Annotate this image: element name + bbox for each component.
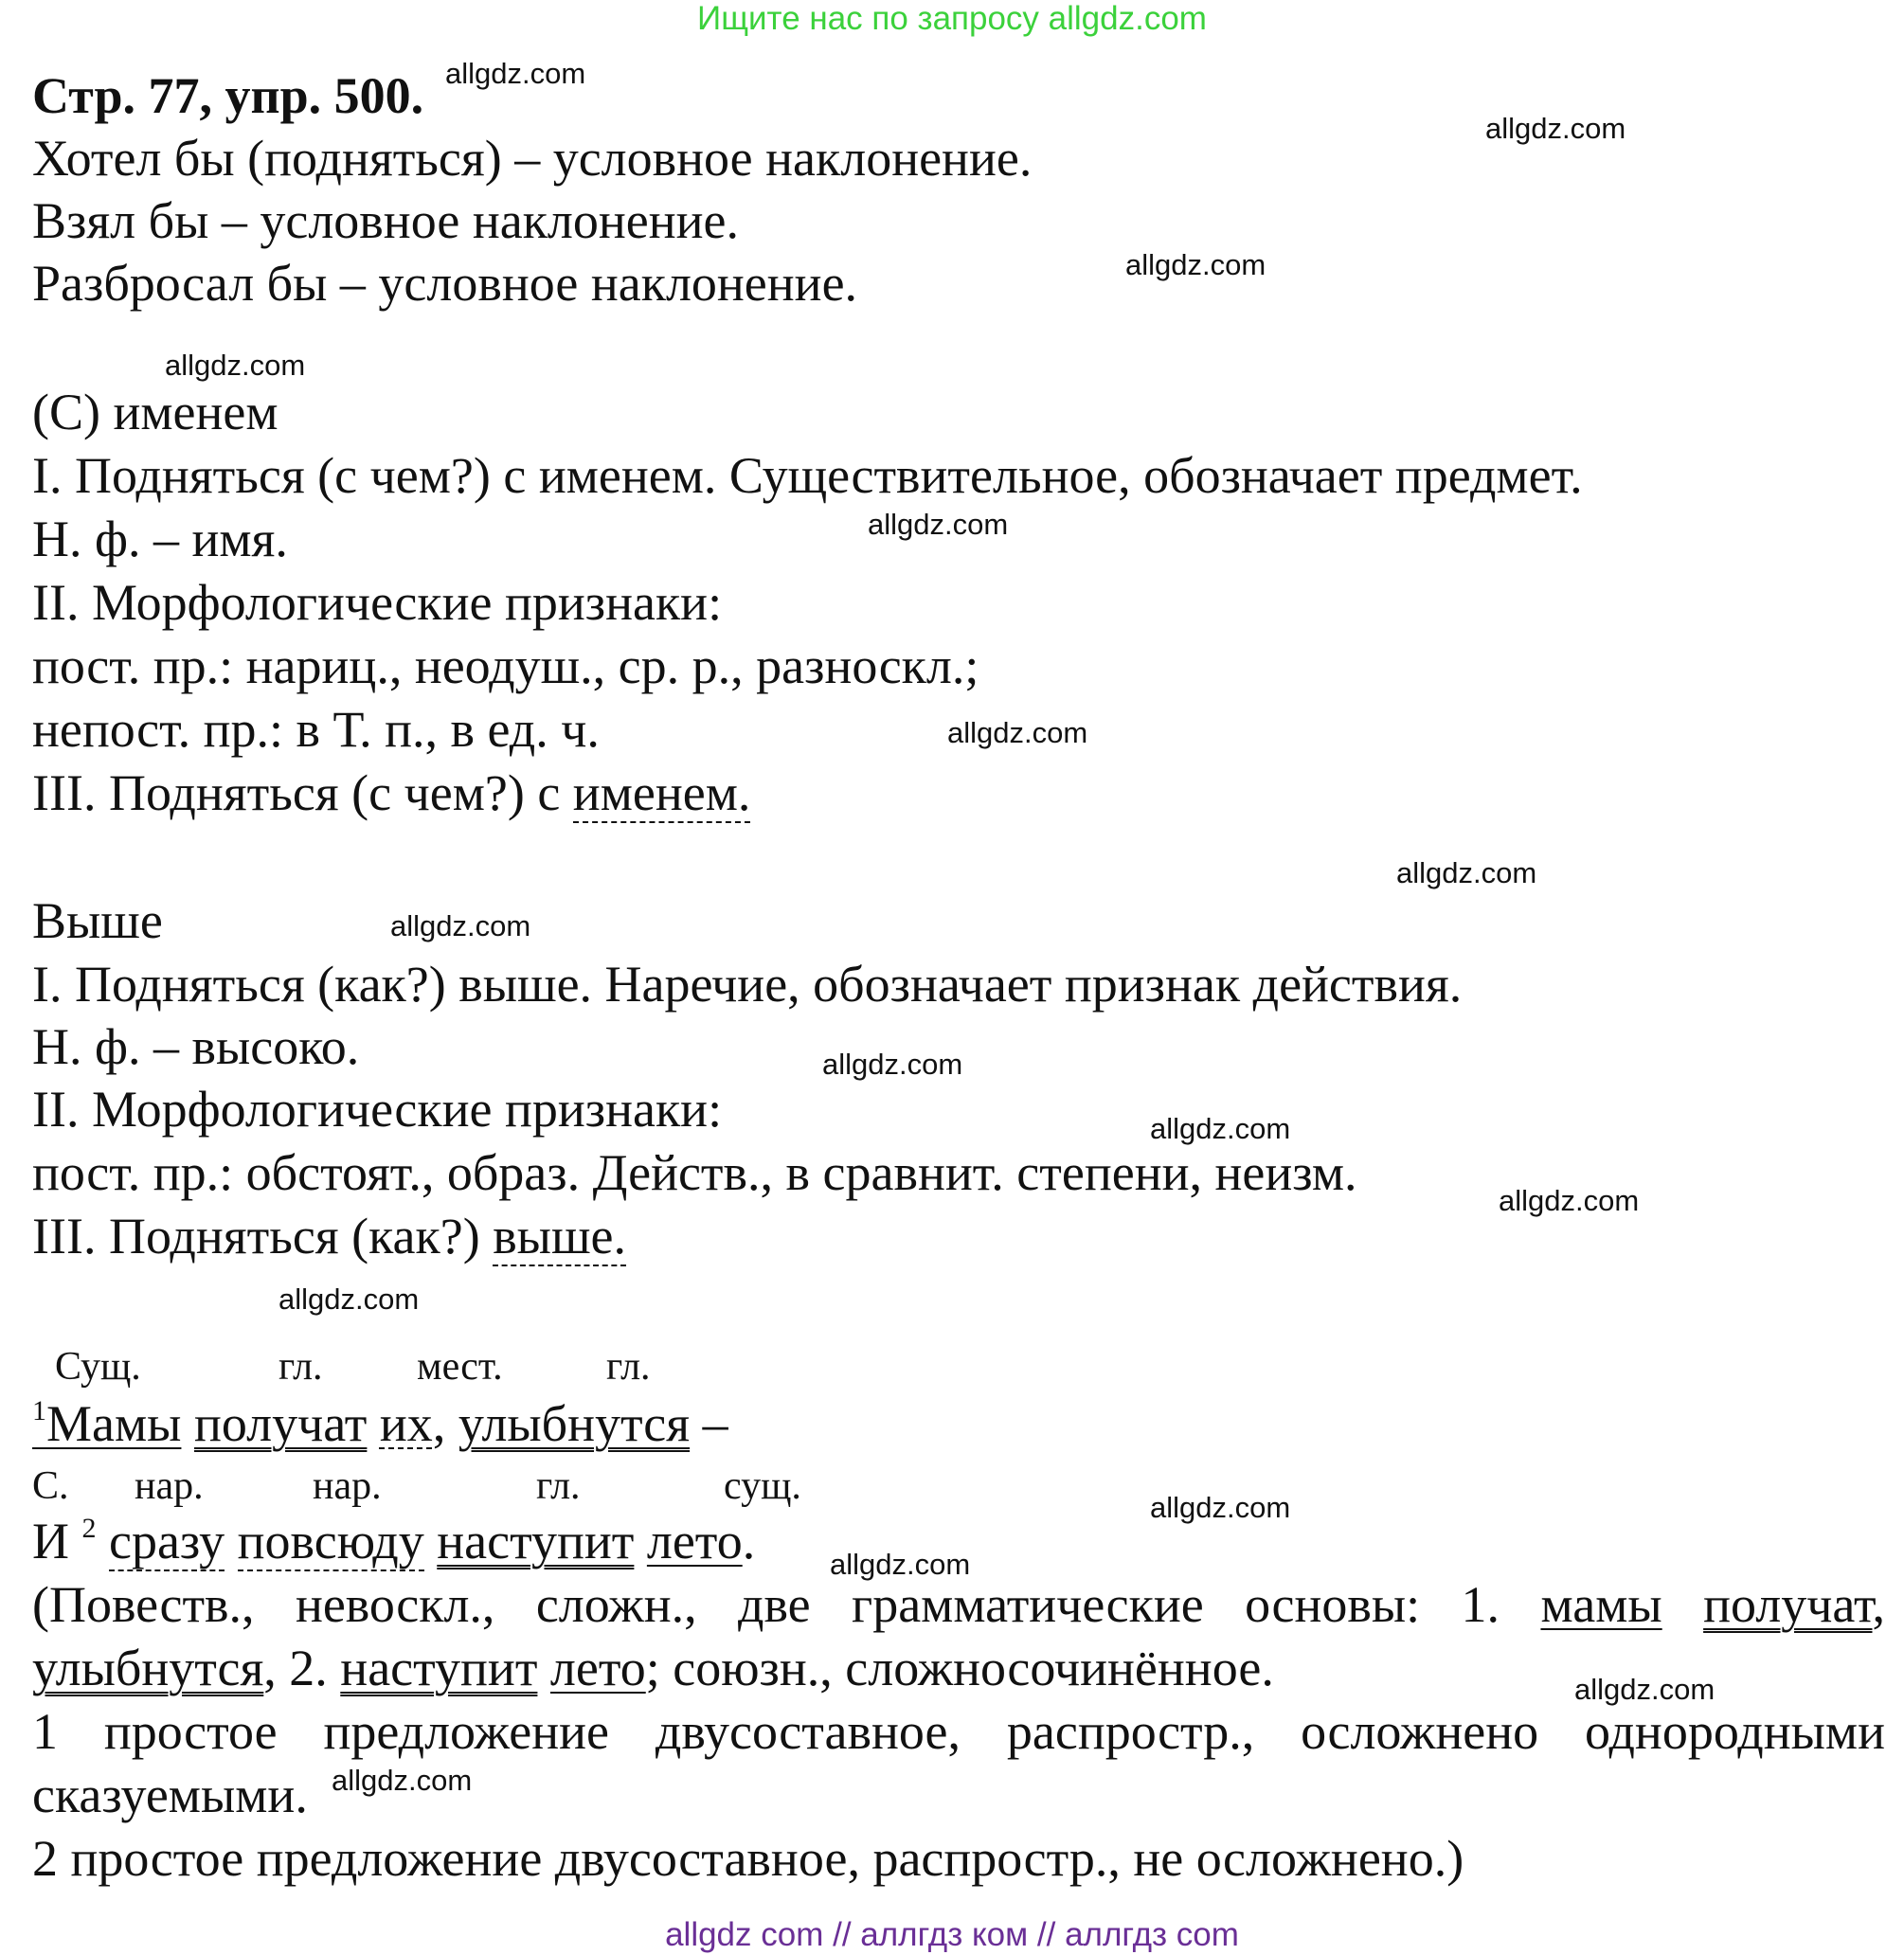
text-line: Разбросал бы – условное наклонение. bbox=[32, 255, 858, 312]
predicate-word: получат bbox=[193, 1395, 368, 1452]
footer-links: allgdz com // аллгдз ком // аллгдз com bbox=[665, 1916, 1239, 1953]
object-word: их bbox=[379, 1395, 433, 1452]
text-line: Н. ф. – высоко. bbox=[32, 1018, 360, 1075]
watermark: allgdz.com bbox=[1485, 112, 1626, 145]
text-line: I. Подняться (как?) выше. Наречие, обозначает признак действия. bbox=[32, 956, 1463, 1013]
analysis-line: улыбнутся, 2. наступит лето; союзн., сложносочинённое. bbox=[32, 1640, 1274, 1696]
pos-label: мест. bbox=[417, 1345, 503, 1389]
text-line: пост. пр.: обстоят., образ. Действ., в сравнит. степени, неизм. bbox=[32, 1144, 1357, 1201]
watermark: allgdz.com bbox=[1150, 1491, 1291, 1524]
pos-label: сущ. bbox=[724, 1464, 801, 1508]
section-heading: Выше bbox=[32, 892, 163, 949]
adverbial-underline: выше. bbox=[493, 1208, 627, 1264]
pos-label: гл. bbox=[606, 1345, 651, 1389]
text-line: Н. ф. – имя. bbox=[32, 511, 288, 567]
watermark: allgdz.com bbox=[445, 57, 586, 90]
search-banner: Ищите нас по запросу allgdz.com bbox=[697, 0, 1207, 37]
pos-label: нар. bbox=[313, 1464, 382, 1508]
pos-label: гл. bbox=[278, 1345, 323, 1389]
analysis-line: (Повеств., невоскл., сложн., две грамматические основы: 1. мамы получат, bbox=[32, 1576, 1885, 1633]
text-line: пост. пр.: нариц., неодуш., ср. р., разноскл.; bbox=[32, 637, 979, 694]
watermark: allgdz.com bbox=[1499, 1184, 1640, 1217]
predicate-word: наступит bbox=[437, 1513, 635, 1569]
watermark: allgdz.com bbox=[278, 1282, 420, 1316]
analysis-line: 1 простое предложение двусоставное, распростр., осложнено однородными bbox=[32, 1703, 1885, 1760]
adverbial-word: сразу bbox=[109, 1513, 225, 1569]
watermark: allgdz.com bbox=[822, 1048, 963, 1081]
section-heading: (С) именем bbox=[32, 384, 278, 440]
subject-word: Мамы bbox=[46, 1395, 182, 1452]
watermark: allgdz.com bbox=[947, 716, 1088, 749]
watermark: allgdz.com bbox=[332, 1764, 473, 1797]
pos-label: С. bbox=[32, 1464, 69, 1508]
exercise-title: Стр. 77, упр. 500. bbox=[32, 67, 424, 124]
pos-label: нар. bbox=[135, 1464, 204, 1508]
watermark: allgdz.com bbox=[390, 909, 531, 942]
text-line: Хотел бы (подняться) – условное наклонение. bbox=[32, 130, 1033, 187]
sentence-line-1: $^1$Мамы получат их, улыбнутся – bbox=[32, 1395, 728, 1452]
pos-label: гл. bbox=[536, 1464, 581, 1508]
watermark: allgdz.com bbox=[165, 349, 306, 382]
watermark: allgdz.com bbox=[1150, 1112, 1291, 1145]
pos-label: Сущ. bbox=[55, 1345, 141, 1389]
sentence-line-2: И $^2$ сразу повсюду наступит лето. bbox=[32, 1513, 756, 1569]
watermark: allgdz.com bbox=[1125, 248, 1266, 281]
text-line: III. Подняться (как?) выше. bbox=[32, 1208, 627, 1264]
subject-word: лето bbox=[646, 1513, 743, 1569]
analysis-line: сказуемыми. bbox=[32, 1767, 308, 1823]
watermark: allgdz.com bbox=[868, 508, 1009, 541]
watermark: allgdz.com bbox=[830, 1548, 971, 1581]
text-line: Взял бы – условное наклонение. bbox=[32, 192, 740, 249]
analysis-line: 2 простое предложение двусоставное, распростр., не осложнено.) bbox=[32, 1830, 1464, 1887]
text-line: I. Подняться (с чем?) с именем. Существительное, обозначает предмет. bbox=[32, 447, 1583, 504]
adverbial-word: повсюду bbox=[237, 1513, 424, 1569]
predicate-word: улыбнутся bbox=[458, 1395, 691, 1452]
watermark: allgdz.com bbox=[1396, 856, 1537, 889]
text-line: III. Подняться (с чем?) с именем. bbox=[32, 764, 751, 821]
text-line: II. Морфологические признаки: bbox=[32, 1081, 723, 1138]
text-line: непост. пр.: в Т. п., в ед. ч. bbox=[32, 701, 600, 758]
text-line: II. Морфологические признаки: bbox=[32, 574, 723, 631]
watermark: allgdz.com bbox=[1574, 1673, 1715, 1706]
adverbial-underline: именем. bbox=[572, 764, 751, 821]
